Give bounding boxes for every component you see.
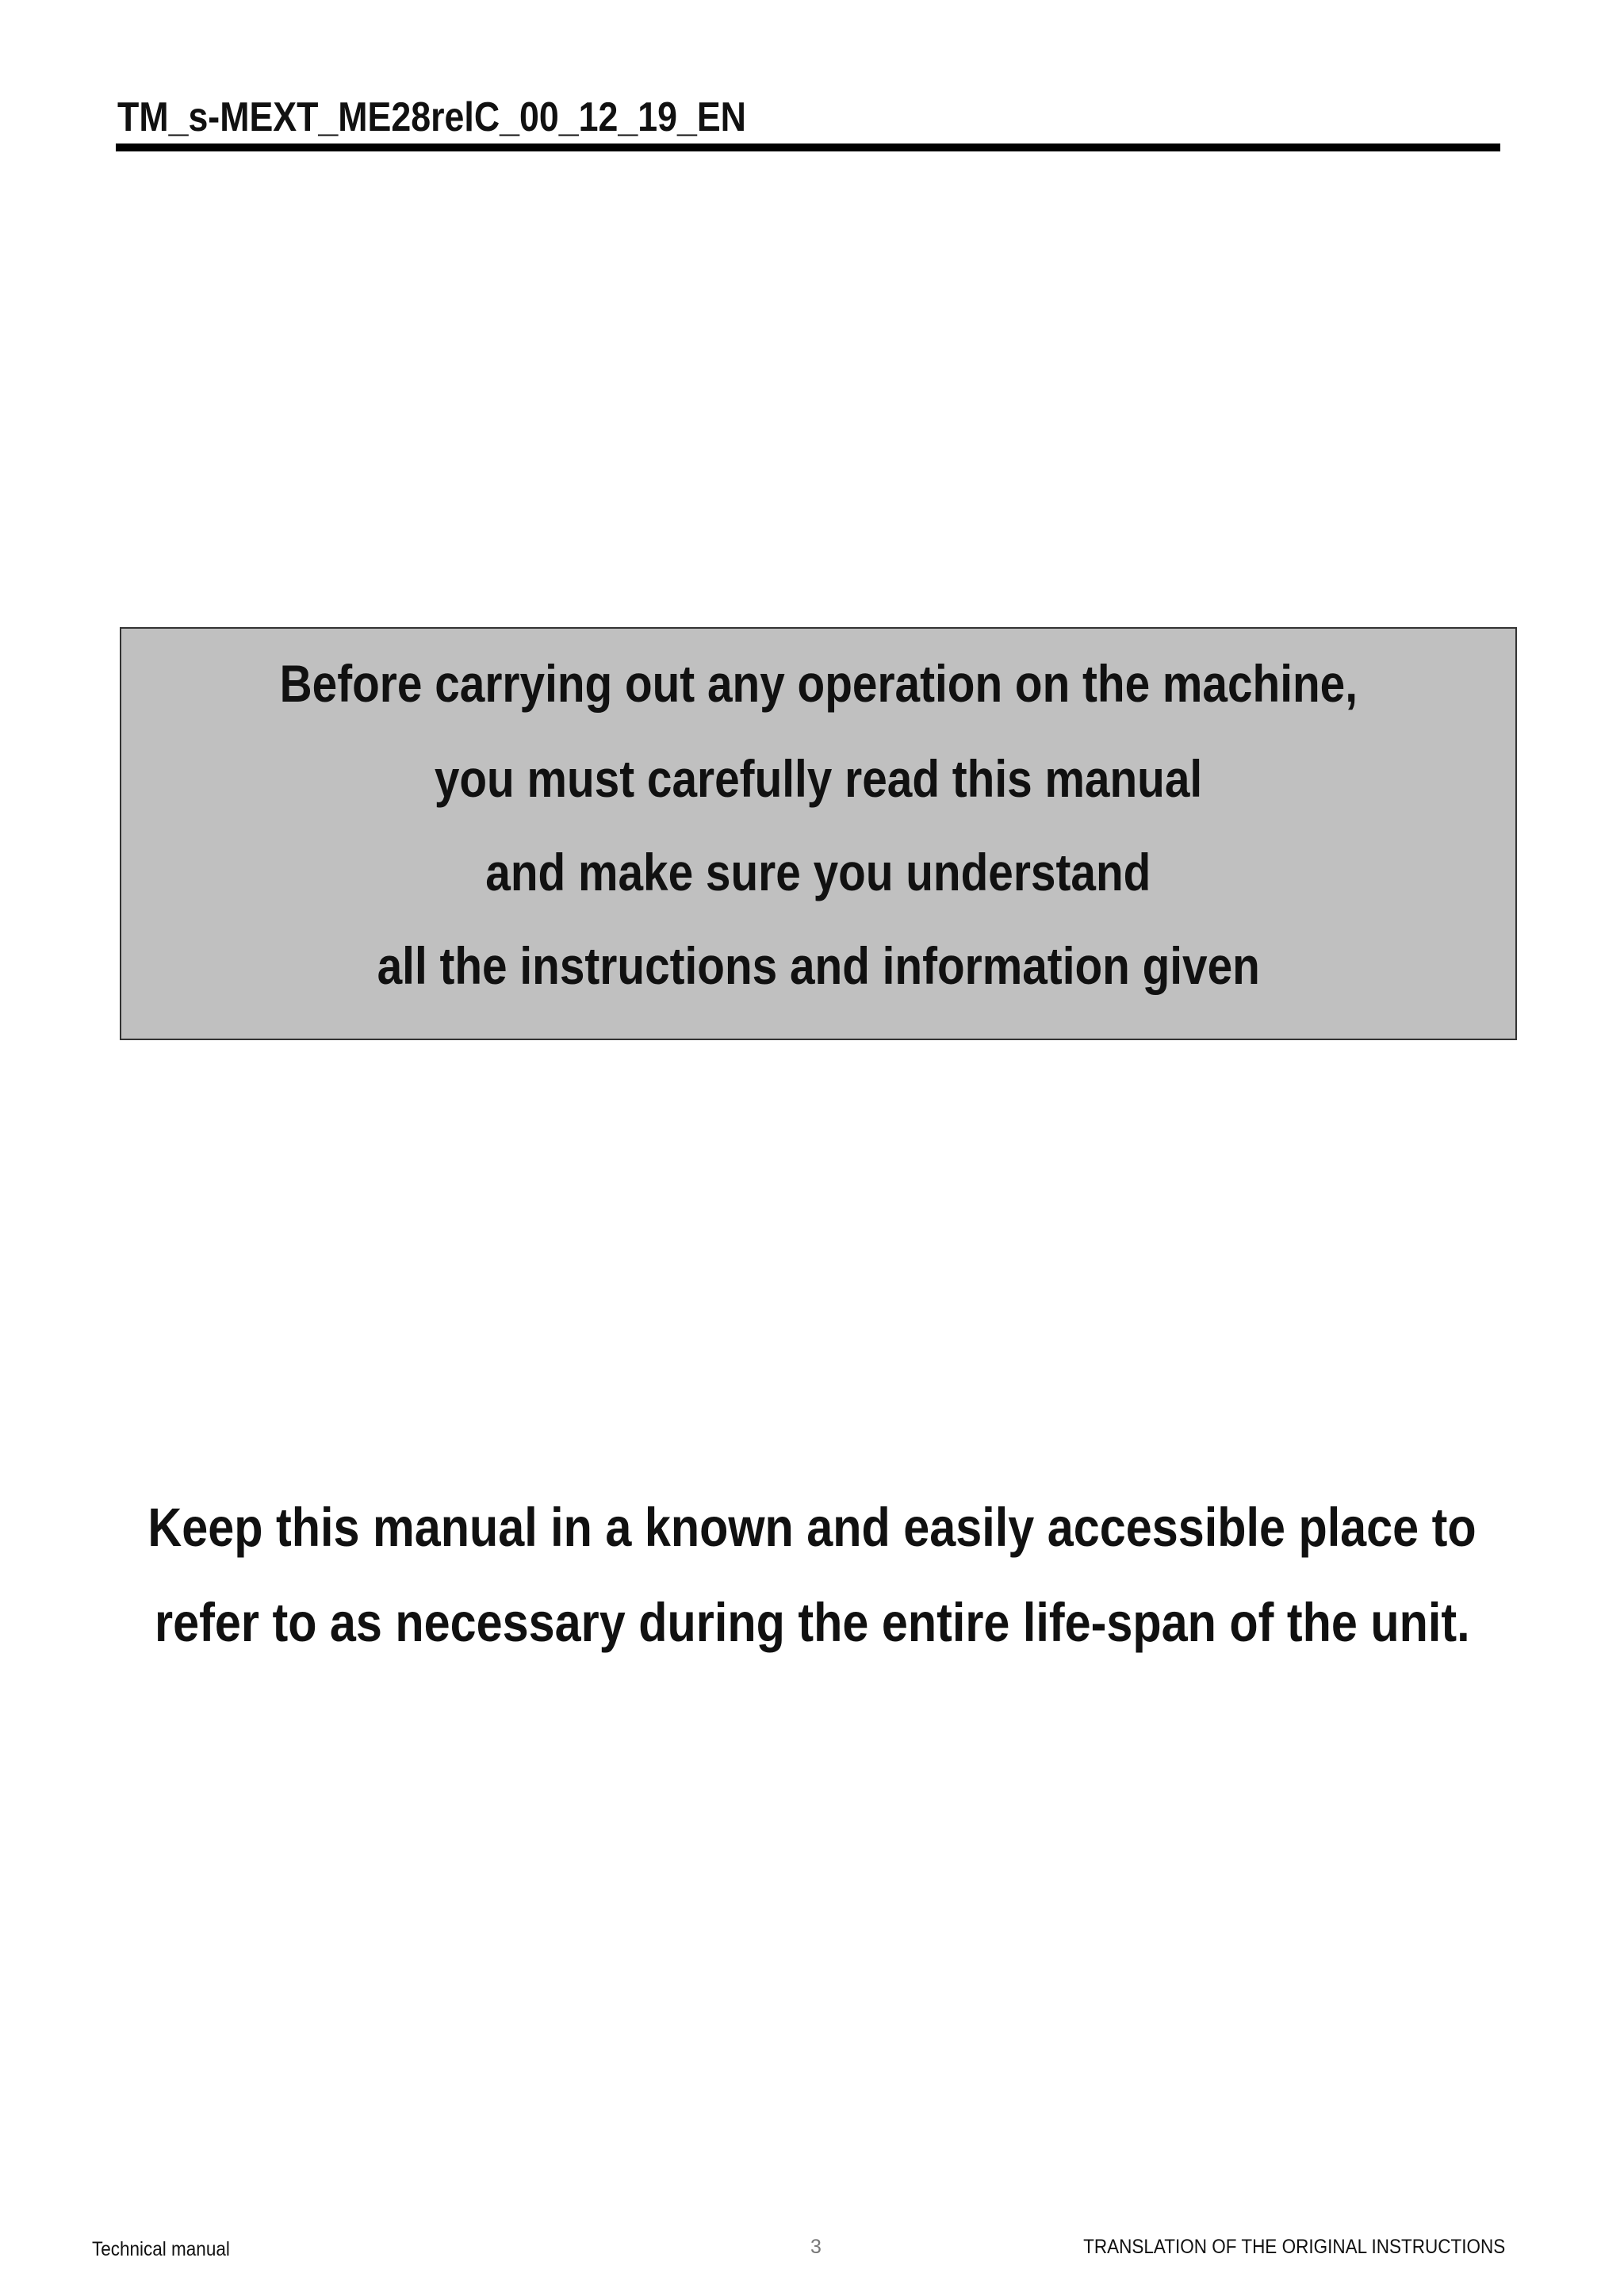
notice-line-4: all the instructions and information given: [377, 936, 1260, 995]
notice-line-3: and make sure you understand: [485, 843, 1151, 901]
notice-line-1: Before carrying out any operation on the machine,: [279, 654, 1358, 713]
footer-translation-note: TRANSLATION OF THE ORIGINAL INSTRUCTIONS: [1082, 2236, 1505, 2258]
header-rule: [116, 144, 1500, 151]
notice-box: [120, 627, 1517, 1040]
document-id: TM_s-MEXT_ME28relC_00_12_19_EN: [117, 94, 746, 140]
notice-line-2: you must carefully read this manual: [434, 749, 1203, 808]
keep-notice-line-2: refer to as necessary during the entire life-span of the unit.: [154, 1592, 1470, 1653]
footer-manual-type: Technical manual: [92, 2238, 230, 2260]
footer-page-number: 3: [810, 2236, 822, 2258]
keep-notice-line-1: Keep this manual in a known and easily accessible place to: [147, 1497, 1477, 1558]
